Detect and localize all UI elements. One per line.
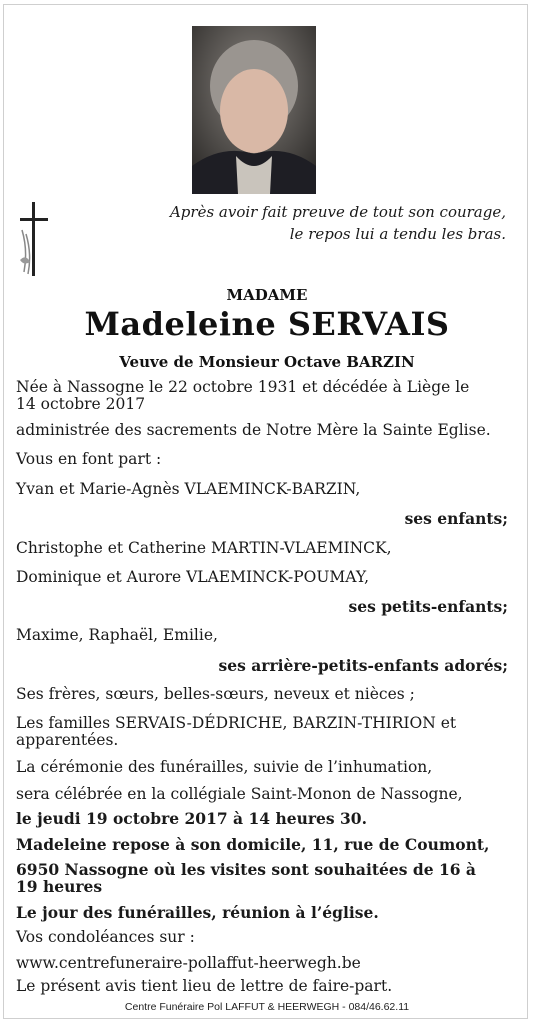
grandchildren-label: ses petits-enfants; <box>348 597 508 616</box>
deceased-name: Madeleine SERVAIS <box>84 305 450 343</box>
condolences-line: Vos condoléances sur : <box>16 928 195 946</box>
families-line-2: apparentées. <box>16 731 119 749</box>
announce-line: Vous en font part : <box>16 450 162 468</box>
great-grandchildren-label: ses arrière-petits-enfants adorés; <box>218 656 508 675</box>
visitation-line-1: Madeleine repose à son domicile, 11, rue de Coumont, <box>16 835 490 854</box>
quote-line-2: le repos lui a tendu les bras. <box>289 225 506 243</box>
notice-disclaimer: Le présent avis tient lieu de lettre de faire-part. <box>16 977 393 995</box>
condolences-website[interactable]: www.centrefuneraire-pollaffut-heerwegh.be <box>16 954 361 972</box>
ceremony-line-1: La cérémonie des funérailles, suivie de l’inhumation, <box>16 758 433 776</box>
great-grandchildren-names: Maxime, Raphaël, Emilie, <box>16 626 218 644</box>
portrait-photo <box>192 26 316 194</box>
funeral-home-footer: Centre Funéraire Pol LAFFUT & HEERWEGH - 084/46.62.11 <box>124 1001 410 1013</box>
cross-icon <box>14 200 54 280</box>
meeting-line: Le jour des funérailles, réunion à l’église. <box>16 903 379 922</box>
birth-death-line-1: Née à Nassogne le 22 octobre 1931 et décédée à Liège le <box>16 378 470 396</box>
grandchildren-names-2: Dominique et Aurore VLAEMINCK-POUMAY, <box>16 568 370 586</box>
ceremony-date: le jeudi 19 octobre 2017 à 14 heures 30. <box>16 809 367 828</box>
honorific: MADAME <box>226 286 308 304</box>
sacraments-line: administrée des sacrements de Notre Mère la Sainte Eglise. <box>16 421 491 439</box>
birth-death-line-2: 14 octobre 2017 <box>16 395 146 413</box>
children-names: Yvan et Marie-Agnès VLAEMINCK-BARZIN, <box>16 480 361 498</box>
epitaph-quote <box>170 201 506 245</box>
siblings-line: Ses frères, sœurs, belles-sœurs, neveux et nièces ; <box>16 685 415 703</box>
ceremony-line-2: sera célébrée en la collégiale Saint-Monon de Nassogne, <box>16 785 463 803</box>
children-label: ses enfants; <box>404 509 508 528</box>
visitation-line-2: 6950 Nassogne où les visites sont souhaitées de 16 à <box>16 860 476 879</box>
visitation-line-3: 19 heures <box>16 877 103 896</box>
families-line-1: Les familles SERVAIS-DÉDRICHE, BARZIN-THIRION et <box>16 714 457 732</box>
quote-line-1: Après avoir fait preuve de tout son courage, <box>169 203 506 221</box>
grandchildren-names-1: Christophe et Catherine MARTIN-VLAEMINCK, <box>16 539 392 557</box>
widow-line: Veuve de Monsieur Octave BARZIN <box>119 353 415 371</box>
